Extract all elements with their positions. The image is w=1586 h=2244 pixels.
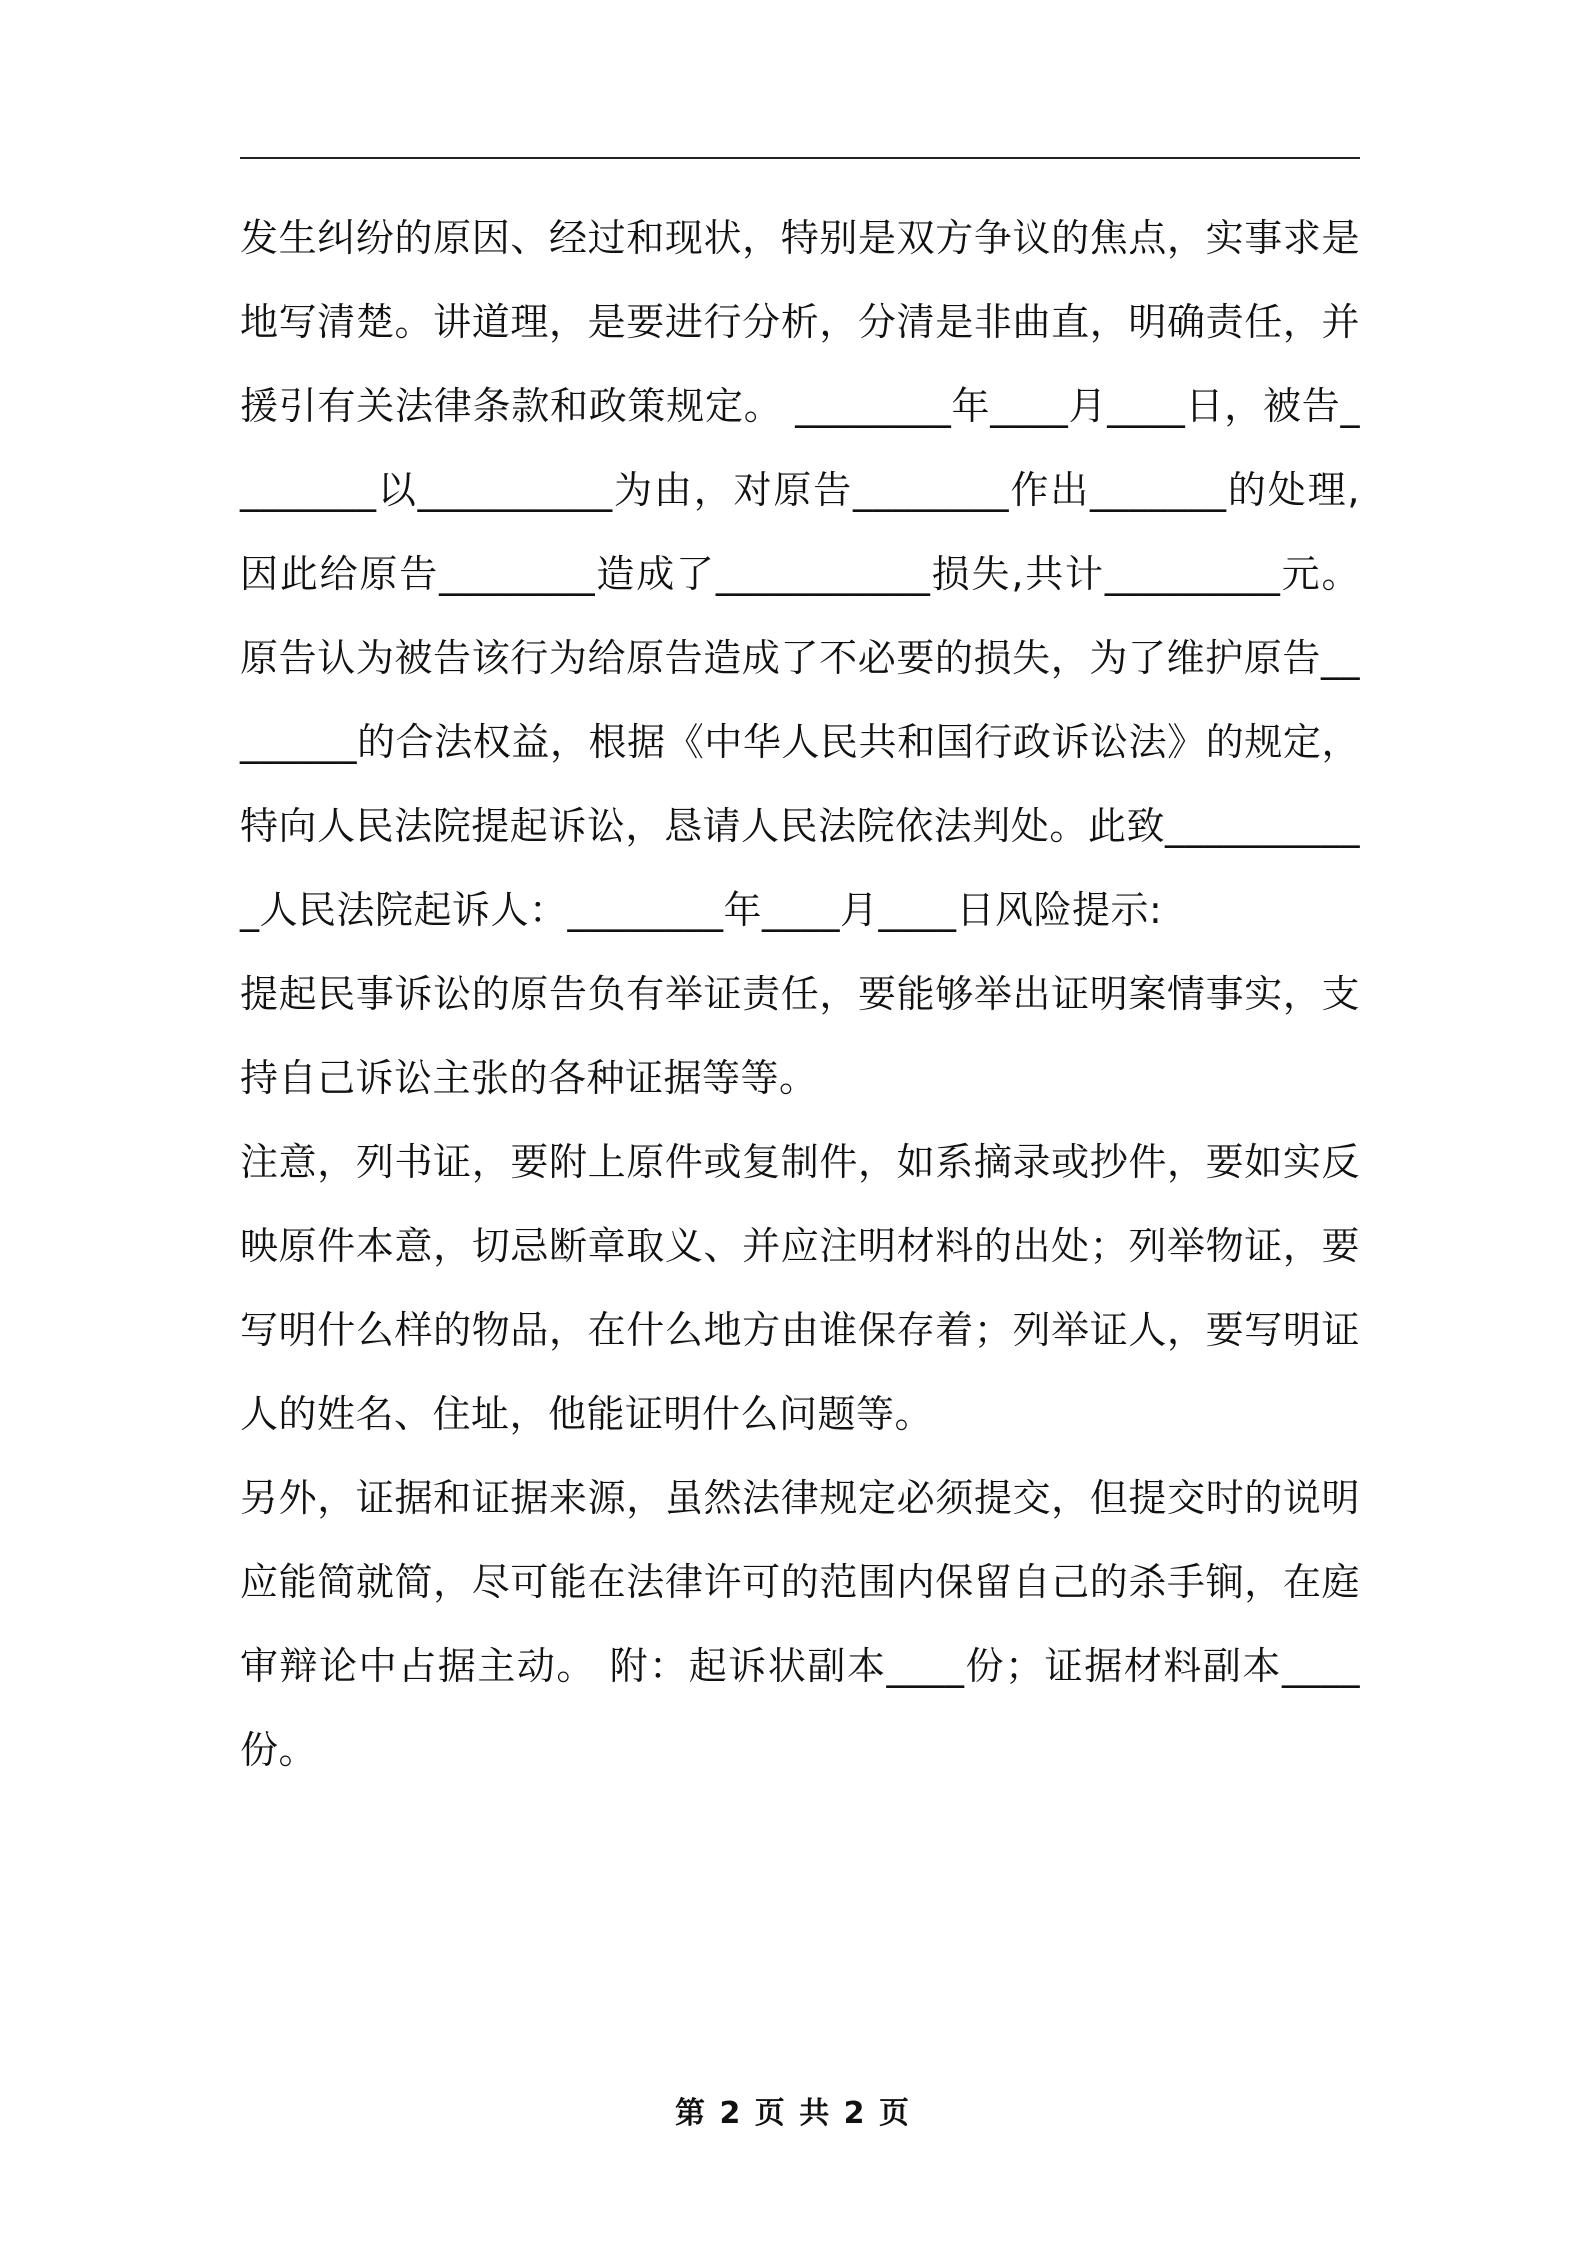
page-number: 第 2 页 共 2 页 [675,2096,911,2131]
paragraph-burden-of-proof: 提起民事诉讼的原告负有举证责任，要能够举出证明案情事实，支持自己诉讼主张的各种证据等等。 [240,972,1360,1100]
paragraph-additional: 另外，证据和证据来源，虽然法律规定必须提交，但提交时的说明应能简就简，尽可能在法律许可的范围内保留自己的杀手锏，在庭审辩论中占据主动。 附：起诉状副本____份；证据材料副本____份。 [240,1476,1360,1772]
paragraph-evidence-notes: 注意，列书证，要附上原件或复制件，如系摘录或抄件，要如实反映原件本意，切忌断章取义、并应注明材料的出处；列举物证，要写明什么样的物品，在什么地方由谁保存着；列举证人，要写明证人的姓名、住址，他能证明什么问题等。 [240,1140,1360,1436]
document-body [240,196,1360,1792]
paragraph-facts: 发生纠纷的原因、经过和现状，特别是双方争议的焦点，实事求是地写清楚。讲道理，是要进行分析，分清是非曲直，明确责任，并援引有关法律条款和政策规定。 ________年____月____日，被告________以__________为由，对原告________作出_______的处理,因此给原告________造成了___________损失,共计_________元。原告认为被告该行为给原告造成了不必要的损失，为了维护原告________的合法权益，根据《中华人民共和国行政诉讼法》的规定，特向人民法院提起诉讼，恳请人民法院依法判处。此致___________人民法院起诉人：________年____月____日风险提示: [240,216,1360,932]
header-rule [240,157,1360,159]
